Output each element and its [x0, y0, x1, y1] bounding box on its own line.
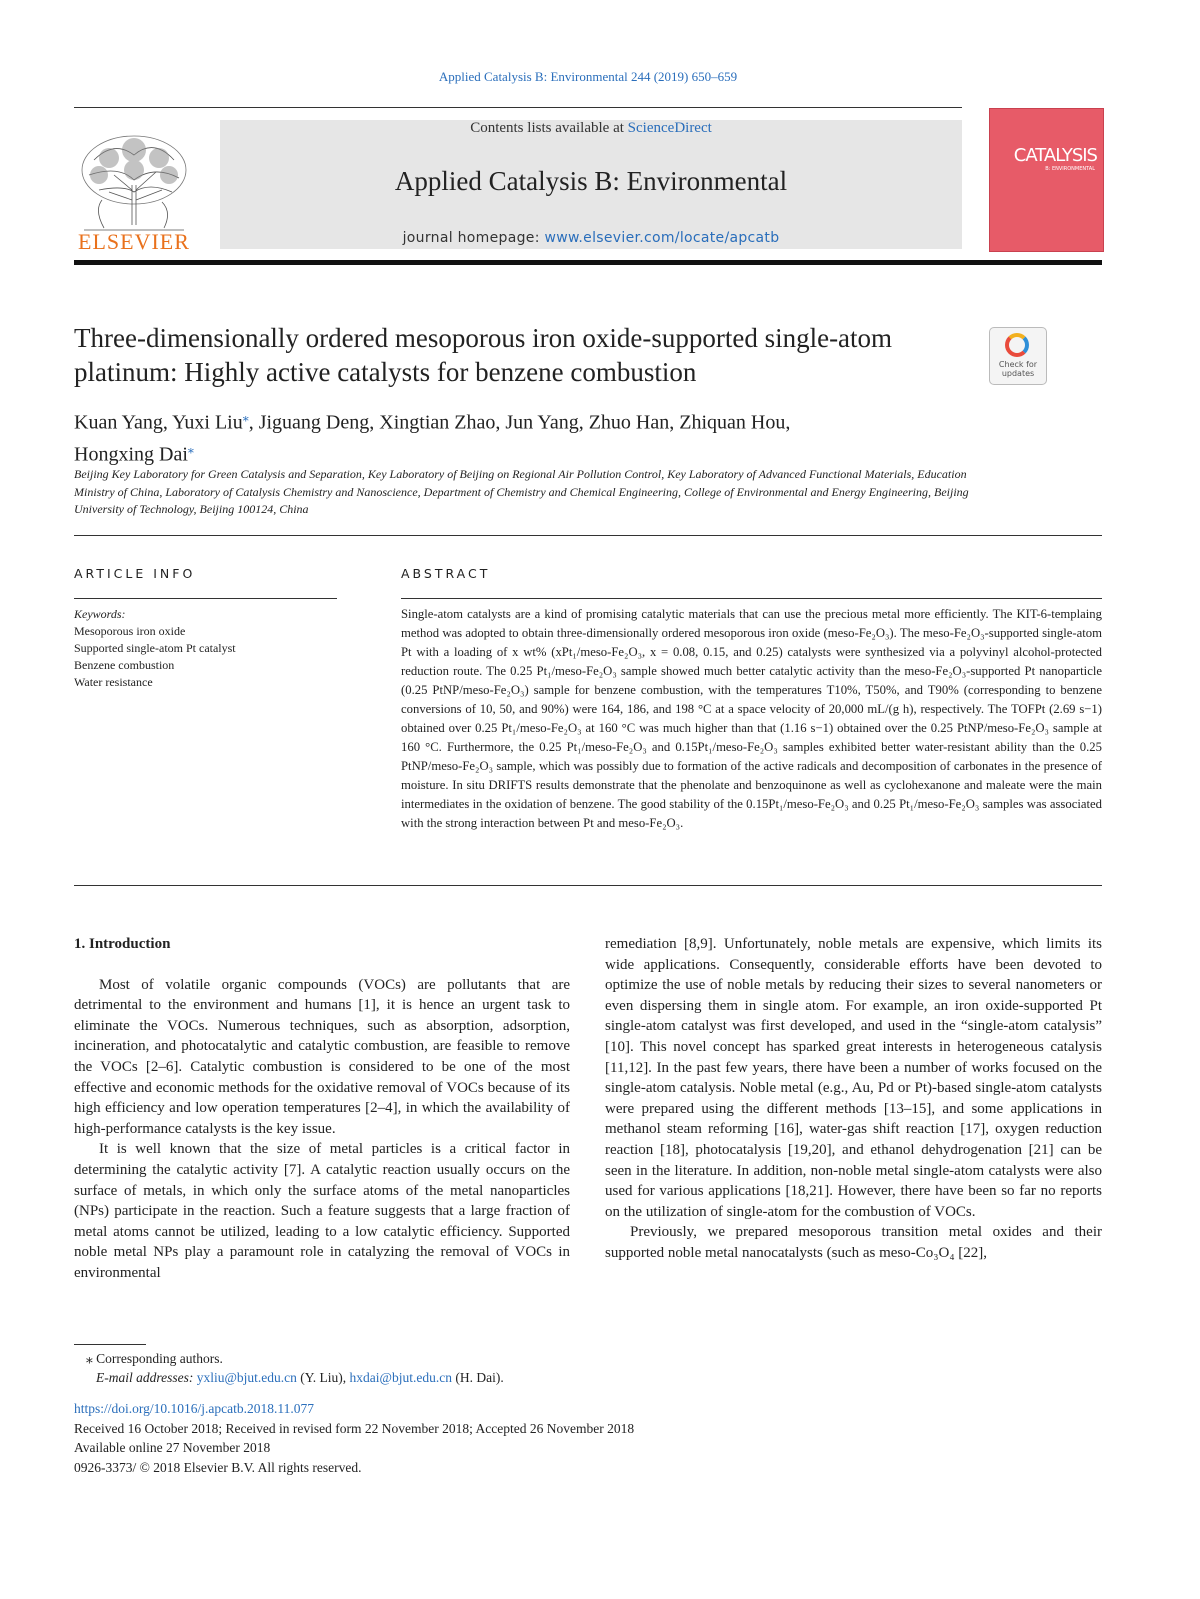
- sciencedirect-link[interactable]: ScienceDirect: [627, 120, 712, 136]
- copyright: 0926-3373/ © 2018 Elsevier B.V. All rights reserved.: [74, 1459, 362, 1475]
- cover-subtitle: B: ENVIRONMENTAL: [1045, 166, 1095, 172]
- author-list: [74, 404, 974, 467]
- affiliation: Beijing Key Laboratory for Green Catalysis and Separation, Key Laboratory of Beijing on Regional Air Pollution Control, Key Laboratory of Advanced Functional Materials, Education Ministry of China, Laboratory of Catalysis Chemistry and Nanoscience, Department of Chemistry and Chemical Engineering, College of Environmental and Energy Engineering, Beijing University of Technology, Beijing 100124, China: [74, 467, 969, 516]
- authors-part3: Hongxing Dai: [74, 443, 188, 466]
- keyword: Supported single-atom Pt catalyst: [74, 641, 236, 655]
- body-column-left: [74, 934, 570, 1284]
- abstract-heading: ABSTRACT: [401, 566, 491, 581]
- article-info-heading: ARTICLE INFO: [74, 566, 196, 581]
- email-owner-dai: (H. Dai).: [451, 1370, 504, 1385]
- article-title: Three-dimensionally ordered mesoporous iron oxide-supported single-atom platinum: Highly active catalysts for benzene combustion: [74, 323, 893, 387]
- homepage-link[interactable]: www.elsevier.com/locate/apcatb: [544, 230, 780, 246]
- keyword: Water resistance: [74, 675, 153, 689]
- header-rule: [74, 107, 962, 108]
- elsevier-wordmark: ELSEVIER: [78, 229, 190, 254]
- affiliation-rule: [74, 535, 1102, 536]
- badge-label-line1: Check for: [998, 360, 1038, 369]
- paragraph: remediation [8,9]. Unfortunately, noble metals are expensive, which limits its wide applications. Consequently, considerable efforts have been devoted to optimize the use of noble metals by reducing their sizes to several nanometers or even dispersing them in single atom. For example, an iron oxide-supported Pt single-atom catalyst was first developed, and used in the “single-atom catalysis” [10]. This novel concept has sparked great interests in heterogeneous catalysis [11,12]. In the past few years, there have been a number of works focused on the single-atom catalysis. Noble metal (e.g., Au, Pd or Pt)-based single-atom catalysts were prepared using the different methods [13–15], and some applications in methanol steam reforming [16], water-gas shift reaction [17], oxygen reduction reaction [18], photocatalysis [19,20], and ethanol dehydrogenation [21] can be seen in the literature. In addition, non-noble metal single-atom catalysts were also used for various applications [18,21]. However, there have been so far no reports on the utilization of single-atom for the combustion of VOCs.: [605, 936, 1102, 1220]
- article-meta: [74, 1399, 874, 1477]
- homepage-prefix: journal homepage:: [402, 230, 545, 246]
- abstract-bottom-rule: [74, 885, 1102, 886]
- abstract-rule: [401, 598, 1102, 599]
- corresponding-note: ⁎ Corresponding authors.: [86, 1351, 223, 1366]
- footnote: [74, 1349, 674, 1387]
- email-label: E-mail addresses:: [96, 1370, 197, 1385]
- corresponding-star-2[interactable]: ⁎: [187, 441, 194, 456]
- contents-prefix: Contents lists available at: [470, 120, 628, 136]
- corresponding-star-1[interactable]: ⁎: [242, 410, 249, 424]
- email-link-dai[interactable]: hxdai@bjut.edu.cn: [349, 1370, 452, 1385]
- footnote-rule: [74, 1344, 146, 1345]
- header-thick-rule: [74, 260, 1102, 265]
- section-heading: 1. Introduction: [74, 936, 171, 952]
- online-date: Available online 27 November 2018: [74, 1440, 271, 1455]
- paragraph: It is well known that the size of metal particles is a critical factor in determining the catalytic activity [7]. A catalytic reaction usually occurs on the surface of metals, in which only the surface atoms of the metal nanoparticles (NPs) participate in the reaction. Such a feature suggests that a large fraction of metal atoms cannot be utilized, leading to a low catalytic efficiency. Supported noble metal NPs play a paramount role in catalyzing the removal of VOCs in environmental: [74, 1141, 570, 1281]
- email-link-liu[interactable]: yxliu@bjut.edu.cn: [196, 1370, 297, 1385]
- doi-link[interactable]: https://doi.org/10.1016/j.apcatb.2018.11.077: [74, 1401, 314, 1416]
- keyword: Benzene combustion: [74, 658, 175, 672]
- email-line: [74, 1368, 674, 1387]
- abstract-text: Single-atom catalysts are a kind of promising catalytic materials that can use the precious metal more efficiently. The KIT-6-templaing method was adopted to obtain three-dimensionally ordered mesoporous iron oxide (meso-Fe₂O₃). The meso-Fe₂O₃-supported single-atom Pt with a loading of x wt% (xPt₁/meso-Fe₂O₃, x = 0.08, 0.15, and 0.25) catalysts were synthesized via a polyvinyl alcohol-protected reduction route. The 0.25 Pt₁/meso-Fe₂O₃ sample showed much better catalytic activity than the meso-Fe₂O₃-supported Pt nanoparticle (0.25 PtNP/meso-Fe₂O₃) sample for benzene combustion, with the temperatures T10%, T50%, and T90% (corresponding to benzene conversions of 10, 50, and 90%) were 164, 186, and 198 °C at a space velocity of 20,000 mL/(g h), respectively. The TOFPt (2.69 s−1) obtained over 0.25 Pt₁/meso-Fe₂O₃ at 160 °C was much higher than that (1.16 s−1) obtained over the 0.25 PtNP/meso-Fe₂O₃ sample at 160 °C. Furthermore, the 0.25 Pt₁/meso-Fe₂O₃ and 0.15Pt₁/meso-Fe₂O₃ samples exhibited better water-resistant ability than the 0.25 PtNP/meso-Fe₂O₃ sample, which was possibly due to formation of the active radicals and decomposition of carbonates in the presence of moisture. In situ DRIFTS results demonstrate that the phenolate and benzoquinone as well as cyclohexanone and maleate were the main intermediates in the oxidation of benzene. The good stability of the 0.15Pt₁/meso-Fe₂O₃ and 0.25 Pt₁/meso-Fe₂O₃ samples was associated with the strong interaction between Pt and meso-Fe₂O₃.: [401, 607, 1102, 830]
- keyword: Mesoporous iron oxide: [74, 624, 186, 638]
- contents-line: [220, 120, 962, 137]
- badge-label-line2: updates: [1001, 369, 1035, 378]
- journal-cover[interactable]: [989, 108, 1104, 252]
- keywords-label: Keywords:: [74, 607, 126, 621]
- journal-title: Applied Catalysis B: Environmental: [394, 166, 788, 196]
- update-icon: [1005, 333, 1029, 357]
- body-column-right: [605, 934, 1102, 1264]
- cover-title: CATALYSIS: [1013, 145, 1097, 166]
- check-for-updates-badge[interactable]: [989, 327, 1047, 385]
- journal-citation[interactable]: Applied Catalysis B: Environmental 244 (2019) 650–659: [438, 69, 738, 84]
- keywords-block: [74, 606, 337, 691]
- article-info-rule: [74, 598, 337, 599]
- paragraph: Most of volatile organic compounds (VOCs) are pollutants that are detrimental to the environment and humans [1], it is hence an urgent task to eliminate the VOCs. Numerous techniques, such as absorption, adsorption, incineration, and photocatalytic and catalytic combustion, are feasible to remove the VOCs [2–6]. Catalytic combustion is considered to be one of the most effective and economic methods for the oxidative removal of VOCs because of its high efficiency and low operation temperatures [2–4], in which the availability of high-performance catalysts is the key issue.: [74, 976, 570, 1137]
- paragraph: Previously, we prepared mesoporous transition metal oxides and their supported noble metal nanocatalysts (such as meso-Co₃O₄ [22],: [605, 1224, 1102, 1261]
- authors-part1: Kuan Yang, Yuxi Liu: [74, 411, 243, 434]
- badge-label: [990, 360, 1046, 378]
- received-dates: Received 16 October 2018; Received in revised form 22 November 2018; Accepted 26 November 2018: [74, 1420, 635, 1436]
- email-owner-liu: (Y. Liu),: [296, 1370, 350, 1385]
- authors-part2: , Jiguang Deng, Xingtian Zhao, Jun Yang, Zhuo Han, Zhiquan Hou,: [248, 411, 791, 434]
- homepage-line: [220, 230, 962, 246]
